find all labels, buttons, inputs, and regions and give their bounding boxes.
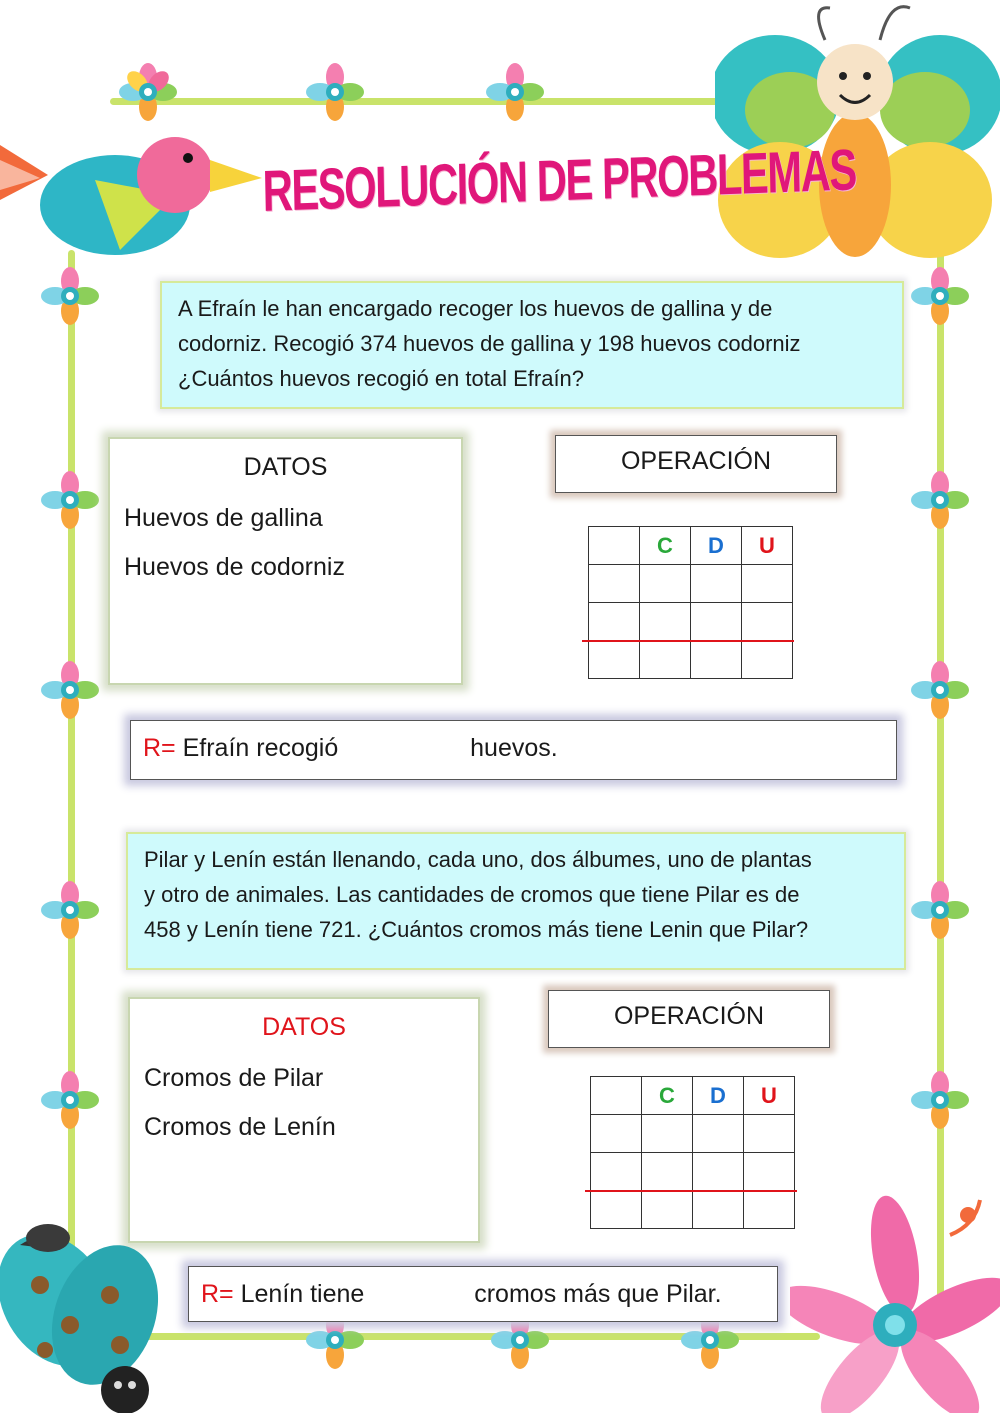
problem-2-operation-grid bbox=[590, 1076, 795, 1229]
subtraction-line bbox=[585, 1190, 797, 1192]
answer-text-1: Efraín recogió bbox=[182, 734, 339, 762]
grid-header-u: U bbox=[742, 527, 793, 565]
problem-2-line: Pilar y Lenín están llenando, cada uno, dos álbumes, uno de plantas bbox=[144, 847, 812, 872]
datos-item: Cromos de Lenín bbox=[144, 1113, 336, 1141]
flower-icon bbox=[40, 880, 100, 940]
grid-cell[interactable] bbox=[691, 603, 742, 641]
datos-item: Cromos de Pilar bbox=[144, 1064, 324, 1092]
grid-cell[interactable] bbox=[691, 565, 742, 603]
grid-cell-result[interactable] bbox=[640, 641, 691, 679]
grid-cell[interactable] bbox=[742, 565, 793, 603]
datos-item: Huevos de codorniz bbox=[124, 553, 345, 581]
flower-icon bbox=[40, 1070, 100, 1130]
answer-text-2: cromos más que Pilar. bbox=[474, 1280, 722, 1308]
grid-cell[interactable] bbox=[642, 1115, 693, 1153]
grid-cell-result[interactable] bbox=[742, 641, 793, 679]
datos-heading: DATOS bbox=[262, 1013, 346, 1041]
grid-cell-result[interactable] bbox=[642, 1191, 693, 1229]
grid-header-d: D bbox=[691, 527, 742, 565]
grid-cell[interactable] bbox=[589, 603, 640, 641]
grid-cell[interactable] bbox=[642, 1153, 693, 1191]
flower-icon bbox=[40, 266, 100, 326]
grid-cell-result[interactable] bbox=[744, 1191, 795, 1229]
grid-cell[interactable] bbox=[591, 1153, 642, 1191]
grid-header-c: C bbox=[640, 527, 691, 565]
grid-cell[interactable] bbox=[640, 603, 691, 641]
flower-icon bbox=[910, 1070, 970, 1130]
problem-1-operacion-label: OPERACIÓN bbox=[555, 435, 837, 493]
vine-top bbox=[110, 98, 810, 105]
problem-1-operation-grid bbox=[588, 526, 793, 679]
grid-cell[interactable] bbox=[693, 1153, 744, 1191]
grid-cell[interactable] bbox=[589, 565, 640, 603]
problem-2-line: y otro de animales. Las cantidades de cromos que tiene Pilar es de bbox=[144, 882, 800, 907]
problem-2-line: 458 y Lenín tiene 721. ¿Cuántos cromos más tiene Lenin que Pilar? bbox=[144, 917, 809, 942]
answer-text-1: Lenín tiene bbox=[240, 1280, 365, 1308]
flower-icon bbox=[485, 62, 545, 122]
problem-1-line: ¿Cuántos huevos recogió en total Efraín? bbox=[178, 366, 585, 391]
lily-flower-icon bbox=[790, 1195, 1000, 1413]
problem-1-datos-box bbox=[108, 437, 463, 685]
problem-2-operacion-label: OPERACIÓN bbox=[548, 990, 830, 1048]
vine-right bbox=[937, 250, 944, 1330]
problem-1-line: A Efraín le han encargado recoger los huevos de gallina y de bbox=[178, 296, 773, 321]
flower-icon bbox=[910, 660, 970, 720]
grid-cell-result[interactable] bbox=[589, 641, 640, 679]
grid-cell[interactable] bbox=[591, 1115, 642, 1153]
answer-prefix: R= bbox=[201, 1280, 234, 1308]
grid-header-c: C bbox=[642, 1077, 693, 1115]
flower-icon bbox=[910, 470, 970, 530]
grid-cell[interactable] bbox=[744, 1115, 795, 1153]
grid-cell[interactable] bbox=[744, 1153, 795, 1191]
problem-2-statement bbox=[126, 832, 906, 970]
grid-cell[interactable] bbox=[742, 603, 793, 641]
grid-cell-result[interactable] bbox=[591, 1191, 642, 1229]
flower-icon bbox=[910, 880, 970, 940]
flower-icon bbox=[118, 62, 178, 122]
problem-2-answer bbox=[188, 1266, 778, 1322]
vine-left bbox=[68, 250, 75, 1330]
grid-header-d: D bbox=[693, 1077, 744, 1115]
butterfly-icon bbox=[715, 0, 1000, 270]
flower-icon bbox=[910, 266, 970, 326]
grid-header-empty bbox=[591, 1077, 642, 1115]
flower-icon bbox=[305, 62, 365, 122]
problem-1-statement bbox=[160, 281, 904, 409]
grid-cell-result[interactable] bbox=[691, 641, 742, 679]
problem-1-line: codorniz. Recogió 374 huevos de gallina y 198 huevos codorniz bbox=[178, 331, 801, 356]
page-title: RESOLUCIÓN DE PROBLEMAS bbox=[262, 137, 857, 224]
answer-text-2: huevos. bbox=[470, 734, 558, 762]
problem-1-answer bbox=[130, 720, 897, 780]
sum-line bbox=[582, 640, 794, 642]
grid-cell[interactable] bbox=[693, 1115, 744, 1153]
ladybug-icon bbox=[0, 1205, 190, 1413]
grid-cell-result[interactable] bbox=[693, 1191, 744, 1229]
datos-heading: DATOS bbox=[243, 453, 328, 481]
flower-icon bbox=[40, 660, 100, 720]
grid-header-empty bbox=[589, 527, 640, 565]
answer-prefix: R= bbox=[143, 734, 176, 762]
grid-header-u: U bbox=[744, 1077, 795, 1115]
grid-cell[interactable] bbox=[640, 565, 691, 603]
bird-icon bbox=[0, 120, 265, 270]
flower-icon bbox=[40, 470, 100, 530]
datos-item: Huevos de gallina bbox=[124, 504, 323, 532]
